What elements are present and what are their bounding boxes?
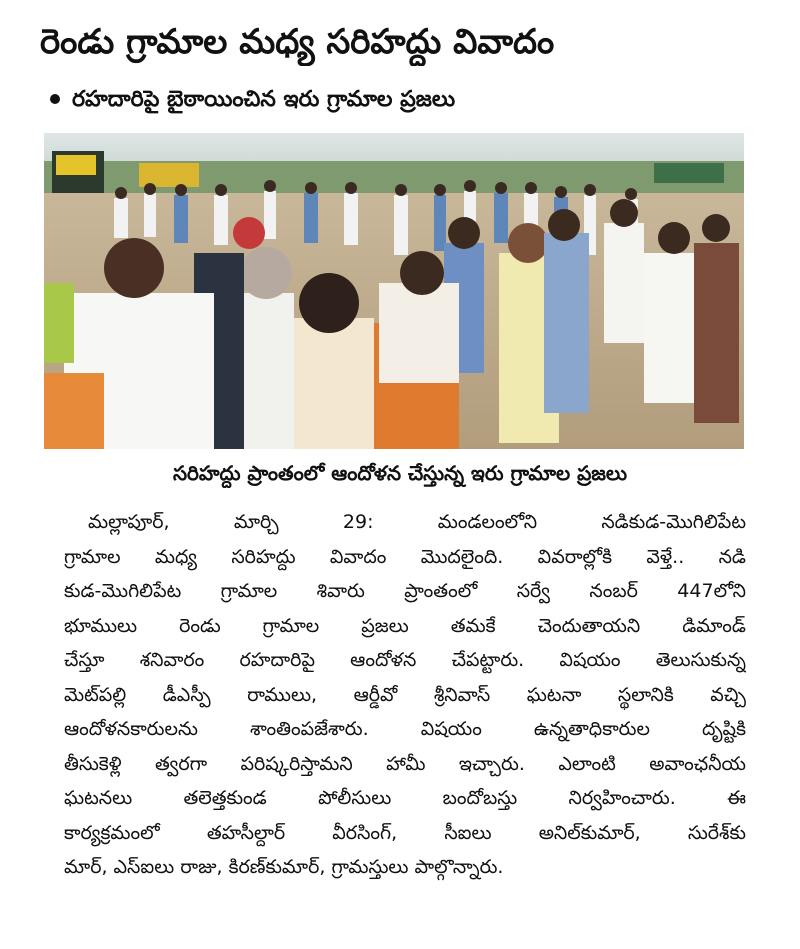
crowd-photo xyxy=(44,133,744,449)
body-line: ఆందోళనకారులను శాంతింపజేశారు. విషయం ఉన్నతాధికారుల దృష్టికి xyxy=(64,718,746,740)
bullet-icon xyxy=(50,94,60,104)
body-line: మల్లాపూర్, మార్చి 29: మండలంలోని నడికుడ-మొగిలిపేట xyxy=(88,511,746,533)
body-line: కుడ-మొగిలిపేట గ్రామాల శివారు ప్రాంతంలో సర్వే నంబర్ 447లోని xyxy=(64,580,746,602)
body-line: మార్, ఎస్ఐలు రాజు, కిరణ్‌కుమార్, గ్రామస్తులు పాల్గొన్నారు. xyxy=(64,856,504,878)
article-headline: రెండు గ్రామాల మధ్య సరిహద్దు వివాదం xyxy=(40,22,555,62)
body-line: గ్రామాల మధ్య సరిహద్దు వివాదం మొదలైంది. వివరాల్లోకి వెళ్తే.. నడి xyxy=(64,545,746,568)
body-line: భూములు రెండు గ్రామాల ప్రజలు తమకే చెందుతాయని డిమాండ్ xyxy=(64,614,746,637)
body-line: మెట్‌పల్లి డీఎస్పీ రాములు, ఆర్డీవో శ్రీనివాస్ ఘటనా స్థలానికి వచ్చి xyxy=(64,683,746,706)
body-line: ఘటనలు తలెత్తకుండ పోలీసులు బందోబస్తు నిర్వహించారు. ఈ xyxy=(64,787,746,809)
article-body xyxy=(64,505,746,885)
body-line: చేస్తూ శనివారం రహదారిపై ఆందోళన చేపట్టారు. విషయం తెలుసుకున్న xyxy=(64,649,746,671)
body-line: కార్యక్రమంలో తహసీల్దార్ వీరసింగ్, సీఐలు అనిల్‌కుమార్, సురేశ్‌కు xyxy=(64,821,746,844)
subheadline-text: రహదారిపై బైఠాయించిన ఇరు గ్రామాల ప్రజలు xyxy=(72,87,456,112)
article-subheadline xyxy=(40,84,760,116)
photo-caption: సరిహద్దు ప్రాంతంలో ఆందోళన చేస్తున్న ఇరు గ్రామాల ప్రజలు xyxy=(172,461,628,485)
body-line: తీసుకెళ్లి త్వరగా పరిష్కరిస్తామని హామీ ఇచ్చారు. ఎలాంటి అవాంఛనీయ xyxy=(64,752,746,775)
